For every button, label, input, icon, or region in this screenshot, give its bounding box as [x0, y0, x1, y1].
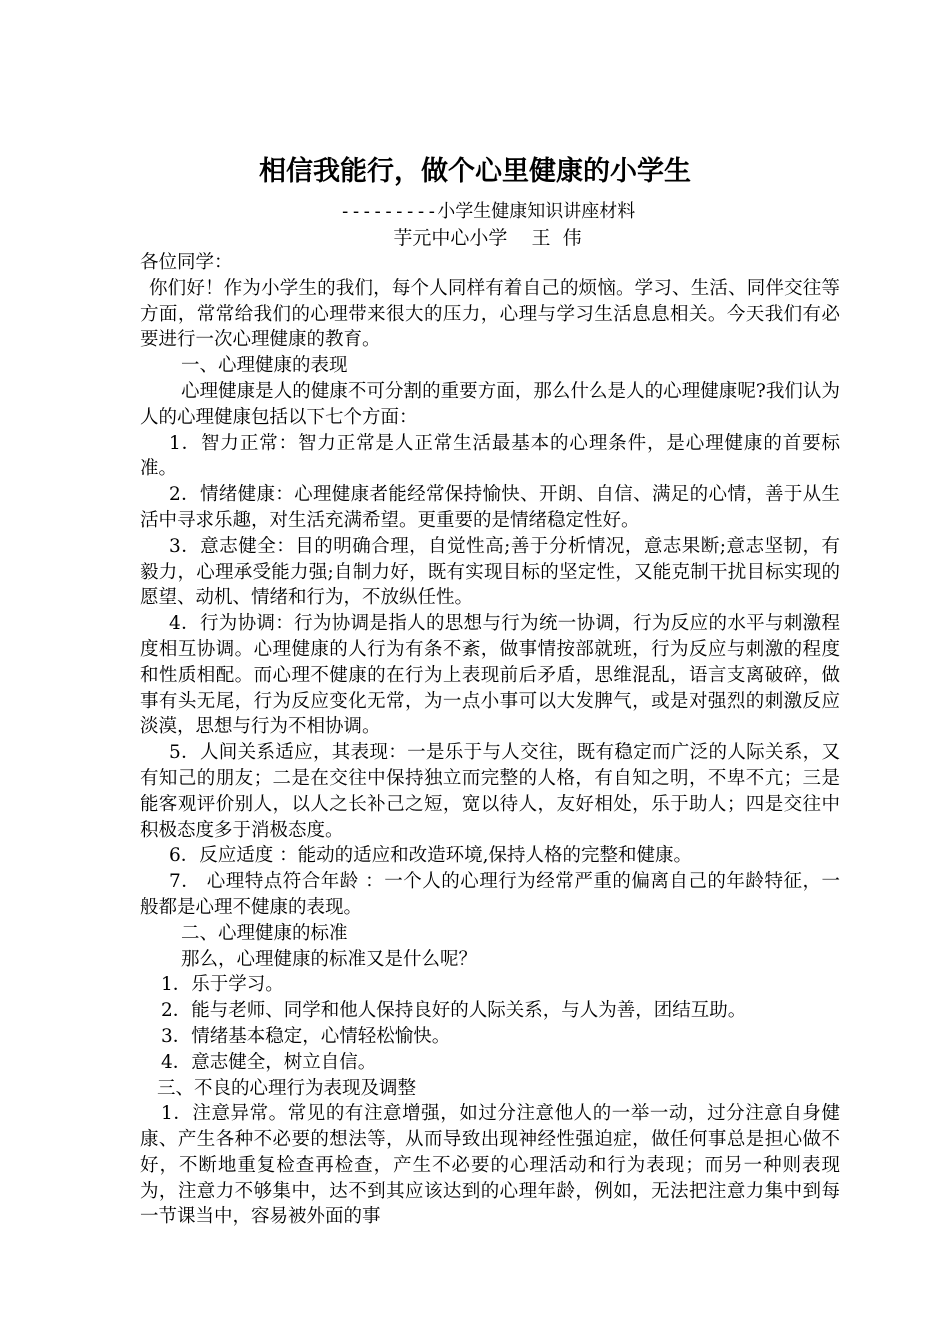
body-paragraph: 心理健康是人的健康不可分割的重要方面，那么什么是人的心理健康呢?我们认为人的心理健康包括以下七个方面：	[140, 380, 840, 428]
body-paragraph: 二、心理健康的标准	[181, 922, 348, 944]
document-subtitle: ---------小学生健康知识讲座材料	[339, 201, 636, 222]
body-paragraph: 1．智力正常：智力正常是人正常生活最基本的心理条件，是心理健康的首要标准。	[140, 432, 840, 480]
document-title: 相信我能行，做个心里健康的小学生	[259, 156, 691, 187]
body-paragraph: 3．情绪基本稳定，心情轻松愉快。	[161, 1025, 451, 1047]
body-paragraph: 3．意志健全：目的明确合理，自觉性高;善于分析情况，意志果断;意志坚韧，有毅力，心理承受能力强;自制力好，既有实现目标的坚定性，又能克制干扰目标实现的愿望、动机、情绪和行为，不放纵任性。	[140, 535, 840, 609]
body-paragraph: 4．行为协调：行为协调是指人的思想与行为统一协调，行为反应的水平与刺激程度相互协调。心理健康的人行为有条不紊，做事情按部就班，行为反应与刺激的程度和性质相配。而心理不健康的在行为上表现前后矛盾，思维混乱，语言支离破碎，做事有头无尾，行为反应变化无常，为一点小事可以大发脾气，或是对强烈的刺激反应淡漠，思想与行为不相协调。	[140, 613, 840, 738]
body-paragraph: 5．人间关系适应，其表现：一是乐于与人交往，既有稳定而广泛的人际关系，又有知己的朋友；二是在交往中保持独立而完整的人格，有自知之明，不卑不亢；三是能客观评价别人，以人之长补己之短，宽以待人，友好相处，乐于助人；四是交往中积极态度多于消极态度。	[140, 742, 840, 841]
body-paragraph: 7． 心理特点符合年龄 ：一个人的心理行为经常严重的偏离自己的年龄特征，一般都是心理不健康的表现。	[140, 871, 840, 918]
body-paragraph: 各位同学：	[140, 252, 233, 273]
body-paragraph: 6．反应适度 ：能动的适应和改造环境,保持人格的完整和健康。	[169, 845, 693, 867]
body-paragraph: 你们好！作为小学生的我们，每个人同样有着自己的烦恼。学习、生活、同伴交往等方面，常常给我们的心理带来很大的压力，心理与学习生活息息相关。今天我们有必要进行一次心理健康的教育。	[140, 277, 840, 351]
body-paragraph: 1．注意异常。常见的有注意增强，如过分注意他人的一举一动，过分注意自身健康、产生各种不必要的想法等，从而导致出现神经性强迫症，做任何事总是担心做不好，不断地重复检查再检查，产生不必要的心理活动和行为表现；而另一种则表现为，注意力不够集中，达不到其应该达到的心理年龄，例如，无法把注意力集中到每一节课当中，容易被外面的事	[140, 1103, 840, 1228]
document-body	[140, 250, 840, 1230]
body-paragraph: 1．乐于学习。	[161, 974, 284, 996]
body-paragraph: 三、不良的心理行为表现及调整	[157, 1077, 417, 1099]
body-paragraph: 2．能与老师、同学和他人保持良好的人际关系，与人为善，团结互助。	[161, 1000, 747, 1022]
body-paragraph: 4．意志健全，树立自信。	[161, 1051, 377, 1073]
document-author: 芋元中心小学 王 伟	[393, 227, 582, 249]
body-paragraph: 那么，心理健康的标准又是什么呢？	[181, 948, 478, 970]
body-paragraph: 2．情绪健康：心理健康者能经常保持愉快、开朗、自信、满足的心情，善于从生活中寻求乐趣，对生活充满希望。更重要的是情绪稳定性好。	[140, 484, 840, 531]
body-paragraph: 一、心理健康的表现	[181, 355, 348, 377]
